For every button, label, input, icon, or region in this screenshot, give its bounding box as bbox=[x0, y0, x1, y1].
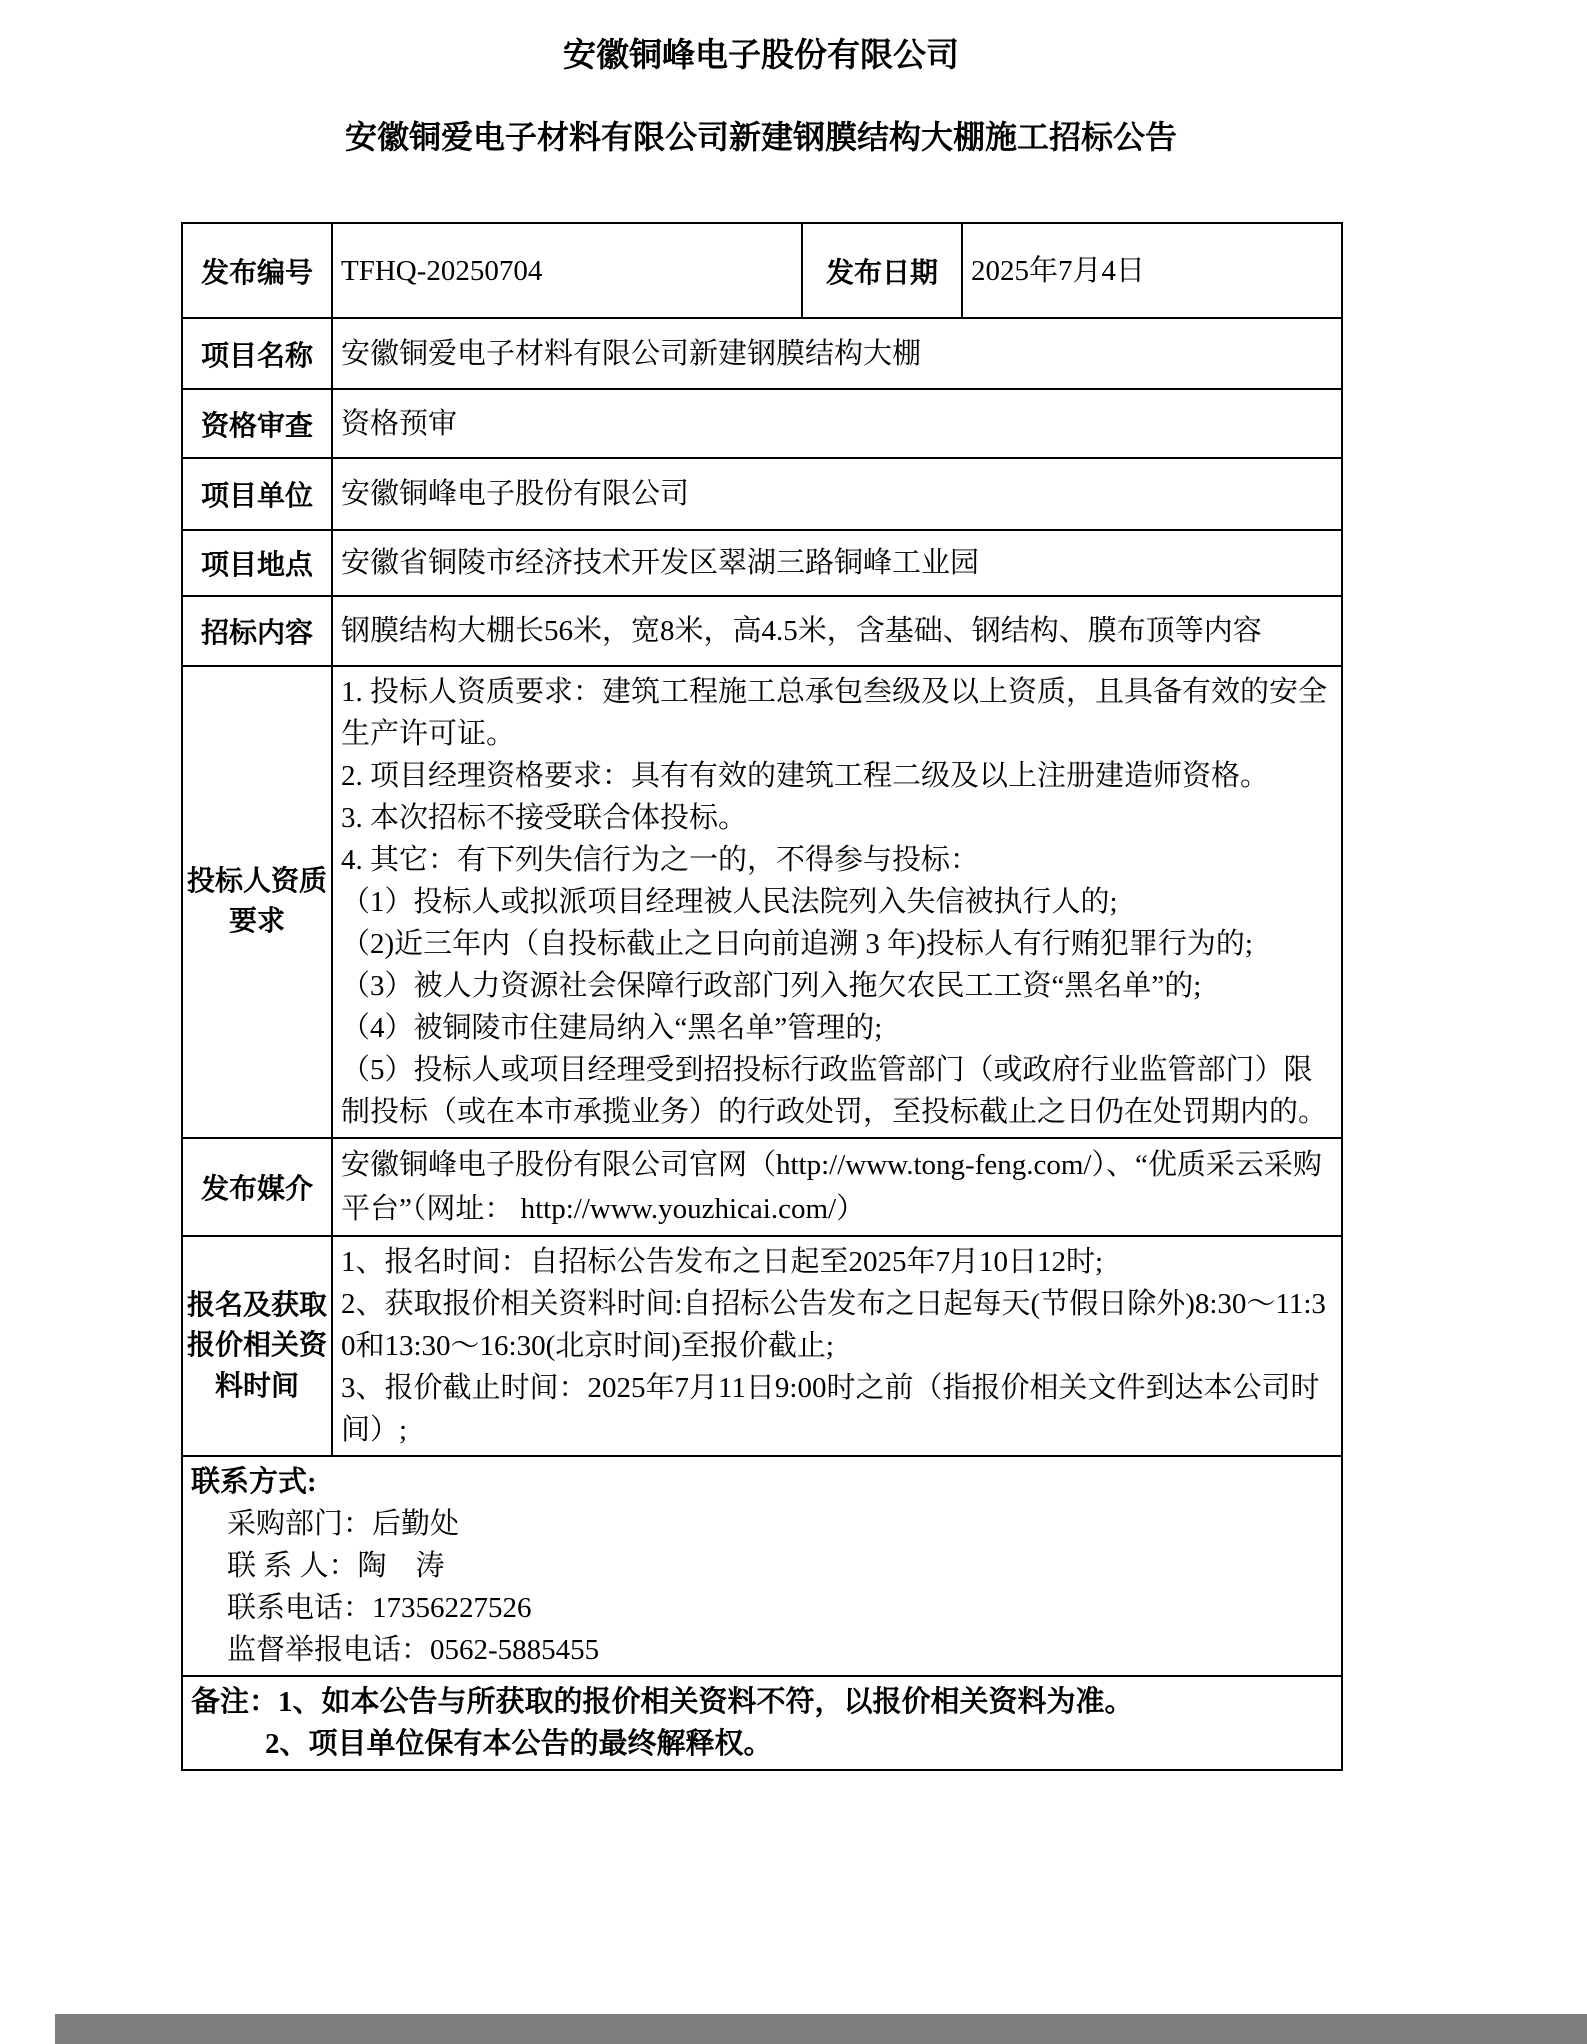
table-row-qualification-review bbox=[182, 389, 1342, 458]
project-unit-value: 安徽铜峰电子股份有限公司 bbox=[332, 458, 1342, 530]
qualification-item: 2. 项目经理资格要求：具有有效的建筑工程二级及以上注册建造师资格。 bbox=[341, 760, 1270, 793]
contact-phone: 联系电话：17356227526 bbox=[227, 1592, 532, 1625]
contact-cell bbox=[182, 1456, 1342, 1676]
registration-label: 报名及获取 报价相关资 料时间 bbox=[182, 1236, 332, 1456]
qualification-item: （5）投标人或项目经理受到招投标行政监管部门（或政府行业监管部门）限制投标（或在本市承揽业务）的行政处罚，至投标截止之日仍在处罚期内的。 bbox=[341, 1054, 1328, 1129]
qualification-review-label: 资格审查 bbox=[182, 389, 332, 458]
contact-heading: 联系方式: bbox=[191, 1466, 317, 1499]
qualification-item: （1）投标人或拟派项目经理被人民法院列入失信被执行人的; bbox=[341, 886, 1118, 919]
qualification-item: （2)近三年内（自投标截止之日向前追溯 3 年)投标人有行贿犯罪行为的; bbox=[341, 928, 1253, 961]
project-name-value: 安徽铜爱电子材料有限公司新建钢膜结构大棚 bbox=[332, 318, 1342, 389]
registration-item: 1、报名时间：自招标公告发布之日起至2025年7月10日12时; bbox=[341, 1246, 1104, 1279]
registration-item: 2、获取报价相关资料时间:自招标公告发布之日起每天(节假日除外)8:30～11:30和13:30～16:30(北京时间)至报价截止; bbox=[341, 1288, 1326, 1363]
table-row-publish-media bbox=[182, 1138, 1342, 1236]
qualification-item: 4. 其它：有下列失信行为之一的，不得参与投标： bbox=[341, 844, 980, 877]
publish-no-label: 发布编号 bbox=[182, 223, 332, 318]
table-row-tender-content bbox=[182, 596, 1342, 666]
company-title: 安徽铜峰电子股份有限公司 bbox=[563, 36, 959, 73]
announcement-table bbox=[181, 222, 1343, 1771]
project-unit-label: 项目单位 bbox=[182, 458, 332, 530]
remark-line: 2、项目单位保有本公告的最终解释权。 bbox=[265, 1728, 773, 1761]
table-row-contact bbox=[182, 1456, 1342, 1676]
qualification-item: （3）被人力资源社会保障行政部门列入拖欠农民工工资“黑名单”的; bbox=[341, 970, 1202, 1003]
contact-person: 联 系 人：陶 涛 bbox=[227, 1550, 445, 1583]
qualification-review-value: 资格预审 bbox=[332, 389, 1342, 458]
table-row-registration bbox=[182, 1236, 1342, 1456]
table-row-publish bbox=[182, 223, 1342, 318]
project-name-label: 项目名称 bbox=[182, 318, 332, 389]
publish-media-label: 发布媒介 bbox=[182, 1138, 332, 1236]
table-row-project-location bbox=[182, 530, 1342, 596]
announcement-title: 安徽铜爱电子材料有限公司新建钢膜结构大棚施工招标公告 bbox=[344, 118, 1177, 155]
tender-content-value: 钢膜结构大棚长56米，宽8米，高4.5米，含基础、钢结构、膜布顶等内容 bbox=[332, 596, 1342, 666]
registration-item: 3、报价截止时间：2025年7月11日9:00时之前（指报价相关文件到达本公司时间）; bbox=[341, 1372, 1320, 1447]
document-content bbox=[181, 34, 1341, 1771]
table-row-project-name bbox=[182, 318, 1342, 389]
publish-media-value: 安徽铜峰电子股份有限公司官网（http://www.tong-feng.com/）、“优质采云采购平台”（网址： http://www.youzhicai.com/） bbox=[332, 1138, 1342, 1236]
bidder-qualification-value bbox=[332, 666, 1342, 1138]
publish-date-value: 2025年7月4日 bbox=[962, 223, 1342, 318]
qualification-item: 3. 本次招标不接受联合体投标。 bbox=[341, 802, 748, 835]
window-bottom-bar bbox=[55, 2014, 1587, 2044]
project-location-value: 安徽省铜陵市经济技术开发区翠湖三路铜峰工业园 bbox=[332, 530, 1342, 596]
table-row-bidder-qualification bbox=[182, 666, 1342, 1138]
supervision-phone: 监督举报电话：0562-5885455 bbox=[227, 1634, 600, 1667]
registration-value bbox=[332, 1236, 1342, 1456]
publish-date-label: 发布日期 bbox=[802, 223, 962, 318]
project-location-label: 项目地点 bbox=[182, 530, 332, 596]
bidder-qualification-label: 投标人资质 要求 bbox=[182, 666, 332, 1138]
remarks-cell bbox=[182, 1676, 1342, 1770]
qualification-item: （4）被铜陵市住建局纳入“黑名单”管理的; bbox=[341, 1012, 883, 1045]
tender-content-label: 招标内容 bbox=[182, 596, 332, 666]
table-row-project-unit bbox=[182, 458, 1342, 530]
publish-no-value: TFHQ-20250704 bbox=[332, 223, 802, 318]
table-row-remarks bbox=[182, 1676, 1342, 1770]
contact-department: 采购部门：后勤处 bbox=[227, 1508, 460, 1541]
qualification-item: 1. 投标人资质要求：建筑工程施工总承包叁级及以上资质，且具备有效的安全生产许可证。 bbox=[341, 676, 1328, 751]
remark-line: 备注：1、如本公告与所获取的报价相关资料不符，以报价相关资料为准。 bbox=[191, 1686, 1134, 1719]
